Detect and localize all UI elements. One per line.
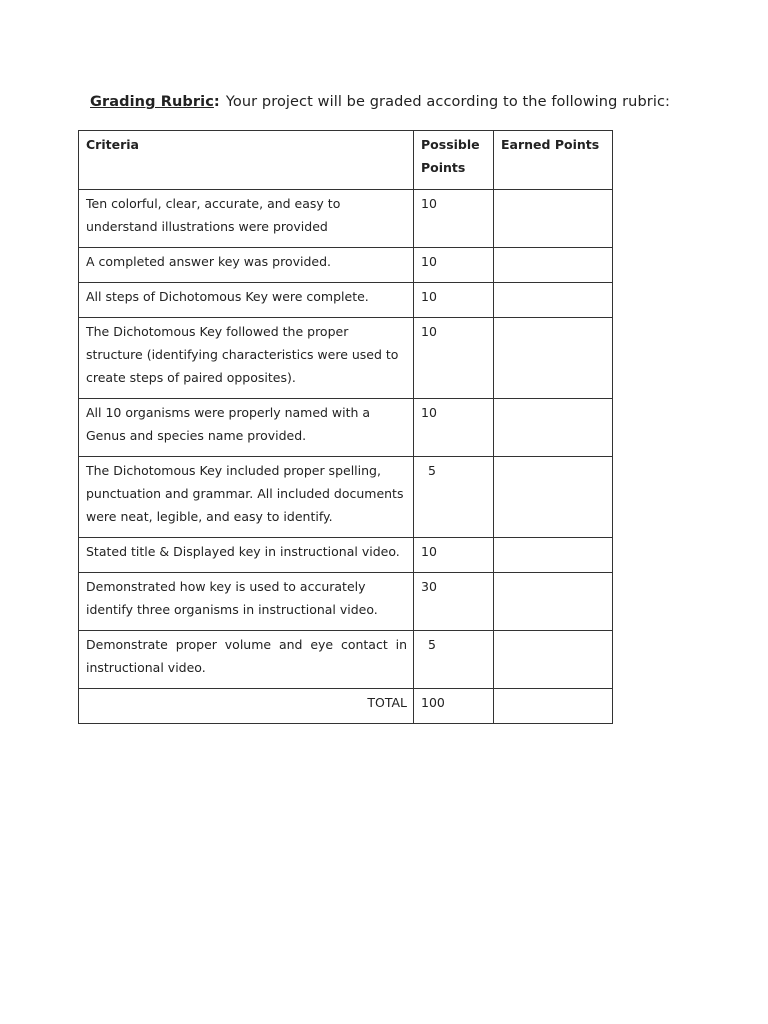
earned-points-cell — [494, 457, 613, 538]
possible-points-header: Possible Points — [414, 131, 494, 190]
possible-points-cell: 10 — [414, 318, 494, 399]
criteria-cell: A completed answer key was provided. — [79, 248, 414, 283]
rubric-table — [78, 130, 613, 724]
possible-points-cell: 10 — [414, 399, 494, 457]
header-row — [79, 131, 613, 190]
rubric-heading-intro: Your project will be graded according to the following rubric: — [225, 94, 671, 110]
table-row — [79, 318, 613, 399]
possible-points-cell: 5 — [414, 457, 494, 538]
table-row — [79, 399, 613, 457]
total-earned-cell — [494, 689, 613, 724]
table-row — [79, 248, 613, 283]
possible-points-cell: 10 — [414, 190, 494, 248]
criteria-cell: Ten colorful, clear, accurate, and easy to understand illustrations were provided — [79, 190, 414, 248]
earned-points-cell — [494, 573, 613, 631]
possible-points-cell: 10 — [414, 283, 494, 318]
possible-points-cell: 30 — [414, 573, 494, 631]
criteria-cell: All steps of Dichotomous Key were complete. — [79, 283, 414, 318]
earned-points-header: Earned Points — [494, 131, 613, 190]
table-row — [79, 457, 613, 538]
table-row — [79, 190, 613, 248]
earned-points-cell — [494, 248, 613, 283]
rubric-heading-colon: : — [213, 94, 220, 110]
rubric-heading — [90, 94, 670, 110]
possible-points-cell: 10 — [414, 538, 494, 573]
criteria-header: Criteria — [79, 131, 414, 190]
table-row — [79, 538, 613, 573]
total-row — [79, 689, 613, 724]
earned-points-cell — [494, 631, 613, 689]
rubric-heading-label: Grading Rubric — [90, 94, 214, 110]
criteria-cell: The Dichotomous Key followed the proper structure (identifying characteristics were used to create steps of paired opposites). — [79, 318, 414, 399]
possible-points-cell: 5 — [414, 631, 494, 689]
possible-points-cell: 10 — [414, 248, 494, 283]
criteria-cell: All 10 organisms were properly named with a Genus and species name provided. — [79, 399, 414, 457]
table-row — [79, 631, 613, 689]
criteria-cell: Stated title & Displayed key in instructional video. — [79, 538, 414, 573]
table-row — [79, 573, 613, 631]
table-row — [79, 283, 613, 318]
earned-points-cell — [494, 283, 613, 318]
earned-points-cell — [494, 399, 613, 457]
criteria-cell: The Dichotomous Key included proper spelling, punctuation and grammar. All included documents were neat, legible, and easy to identify. — [79, 457, 414, 538]
criteria-cell: Demonstrate proper volume and eye contact in instructional video. — [79, 631, 414, 689]
earned-points-cell — [494, 318, 613, 399]
earned-points-cell — [494, 190, 613, 248]
earned-points-cell — [494, 538, 613, 573]
total-points: 100 — [414, 689, 494, 724]
total-label: TOTAL — [79, 689, 414, 724]
criteria-cell: Demonstrated how key is used to accurately identify three organisms in instructional video. — [79, 573, 414, 631]
